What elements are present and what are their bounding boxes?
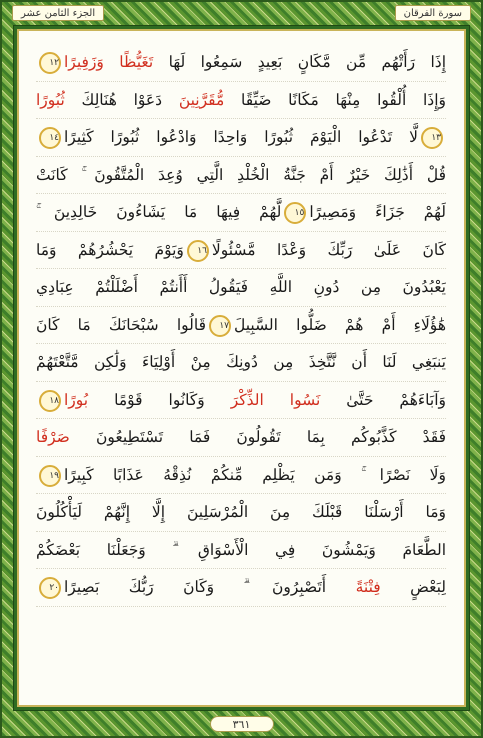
text-line <box>36 269 446 307</box>
text-line <box>36 82 446 120</box>
ayah-number-marker: ١٤ <box>39 127 61 149</box>
highlighted-word: تَغَيُّظًا وَزَفِيرًا <box>64 53 154 71</box>
verse-text: وَإِذَا أُلْقُوا مِنْهَا مَكَانًا ضَيِّقًا <box>224 90 446 109</box>
verse-text: فَقَدْ كَذَّبُوكُم بِمَا تَقُولُونَ فَمَا تَسْتَطِيعُونَ <box>69 428 446 446</box>
highlighted-word: نَسُوا الذِّكْرَ <box>230 390 321 409</box>
verse-text: وَآبَاءَهُمْ حَتَّىٰ <box>320 390 446 409</box>
highlighted-word: مُّقَرَّنِينَ <box>178 90 225 109</box>
ayah-number-marker: ١٨ <box>39 390 61 412</box>
verse-text: قَالُوا سُبْحَانَكَ مَا كَانَ <box>36 315 206 334</box>
text-line <box>36 569 446 607</box>
highlighted-word: ثُبُورًا <box>36 90 65 109</box>
page-footer <box>0 714 483 734</box>
text-line <box>36 532 446 570</box>
text-line <box>36 494 446 532</box>
verse-text: أَتَصْبِرُونَ ۗ وَكَانَ رَبُّكَ بَصِيرًا <box>64 578 356 596</box>
ayah-number-marker: ١٩ <box>39 465 61 487</box>
text-line <box>36 419 446 457</box>
text-line <box>36 44 446 82</box>
highlighted-word: فِتْنَةً <box>355 578 381 596</box>
ayah-number-marker: ١٦ <box>187 240 209 262</box>
surah-label: سورة الفرقان <box>395 5 471 21</box>
verse-text: قُلْ أَذَٰلِكَ خَيْرٌ أَمْ جَنَّةُ الْخُلْدِ الَّتِي وُعِدَ الْمُتَّقُونَ ۚ كَانَتْ <box>36 165 446 184</box>
verse-text: وَمَا أَرْسَلْنَا قَبْلَكَ مِنَ الْمُرْسَلِينَ إِلَّا إِنَّهُمْ لَيَأْكُلُونَ <box>36 503 446 521</box>
page-header <box>12 4 471 22</box>
verse-text: وَيَوْمَ يَحْشُرُهُمْ وَمَا <box>36 240 184 259</box>
text-line <box>36 382 446 420</box>
verse-text: دَعَوْا هُنَالِكَ <box>64 90 179 109</box>
highlighted-word: بُورًا <box>64 390 89 409</box>
text-line <box>36 307 446 345</box>
page-number: ٣٦١ <box>210 716 274 732</box>
verse-text: يَعْبُدُونَ مِن دُونِ اللَّهِ فَيَقُولُ أَأَنتُمْ أَضْلَلْتُمْ عِبَادِي <box>36 278 446 296</box>
text-line <box>36 457 446 495</box>
verse-text: كَانَ عَلَىٰ رَبِّكَ وَعْدًا مَّسْئُولًا <box>211 240 446 259</box>
verse-text: وَلَا نَصْرًا ۚ وَمَن يَظْلِم مِّنكُمْ نُذِقْهُ عَذَابًا كَبِيرًا <box>64 465 446 484</box>
verse-text: لِبَعْضٍ <box>380 578 446 596</box>
verse-text: لَّهُمْ فِيهَا مَا يَشَاءُونَ خَالِدِينَ ۚ <box>36 203 282 221</box>
ayah-number-marker: ١٧ <box>209 315 231 337</box>
verse-text: هَٰؤُلَاءِ أَمْ هُمْ ضَلُّوا السَّبِيلَ <box>234 315 446 334</box>
text-line <box>36 194 446 232</box>
ayah-number-marker: ١٥ <box>284 202 306 224</box>
highlighted-word: صَرْفًا <box>36 428 70 446</box>
text-line <box>36 344 446 382</box>
juz-label: الجزء الثامن عشر <box>12 5 104 21</box>
ayah-number-marker: ١٢ <box>39 52 61 74</box>
verse-text: وَكَانُوا قَوْمًا <box>88 390 231 409</box>
verse-text: لَهُمْ جَزَاءً وَمَصِيرًا <box>309 203 446 221</box>
verse-text: الطَّعَامَ وَيَمْشُونَ فِي الْأَسْوَاقِ ۗ وَجَعَلْنَا بَعْضَكُمْ <box>36 540 446 559</box>
verse-text: إِذَا رَأَتْهُم مِّن مَّكَانٍ بَعِيدٍ سَمِعُوا لَهَا <box>153 53 446 71</box>
verse-text: لَّا تَدْعُوا الْيَوْمَ ثُبُورًا وَاحِدًا وَادْعُوا ثُبُورًا كَثِيرًا <box>64 128 418 146</box>
ayah-number-marker: ٢٠ <box>39 577 61 599</box>
verse-text: يَنبَغِي لَنَا أَن نَّتَّخِذَ مِن دُونِكَ مِنْ أَوْلِيَاءَ وَلَٰكِن مَّتَّعْتَهُمْ <box>36 353 446 371</box>
text-line <box>36 157 446 195</box>
quran-text <box>36 44 446 694</box>
text-line <box>36 232 446 270</box>
ayah-number-marker: ١٣ <box>421 127 443 149</box>
text-line <box>36 119 446 157</box>
